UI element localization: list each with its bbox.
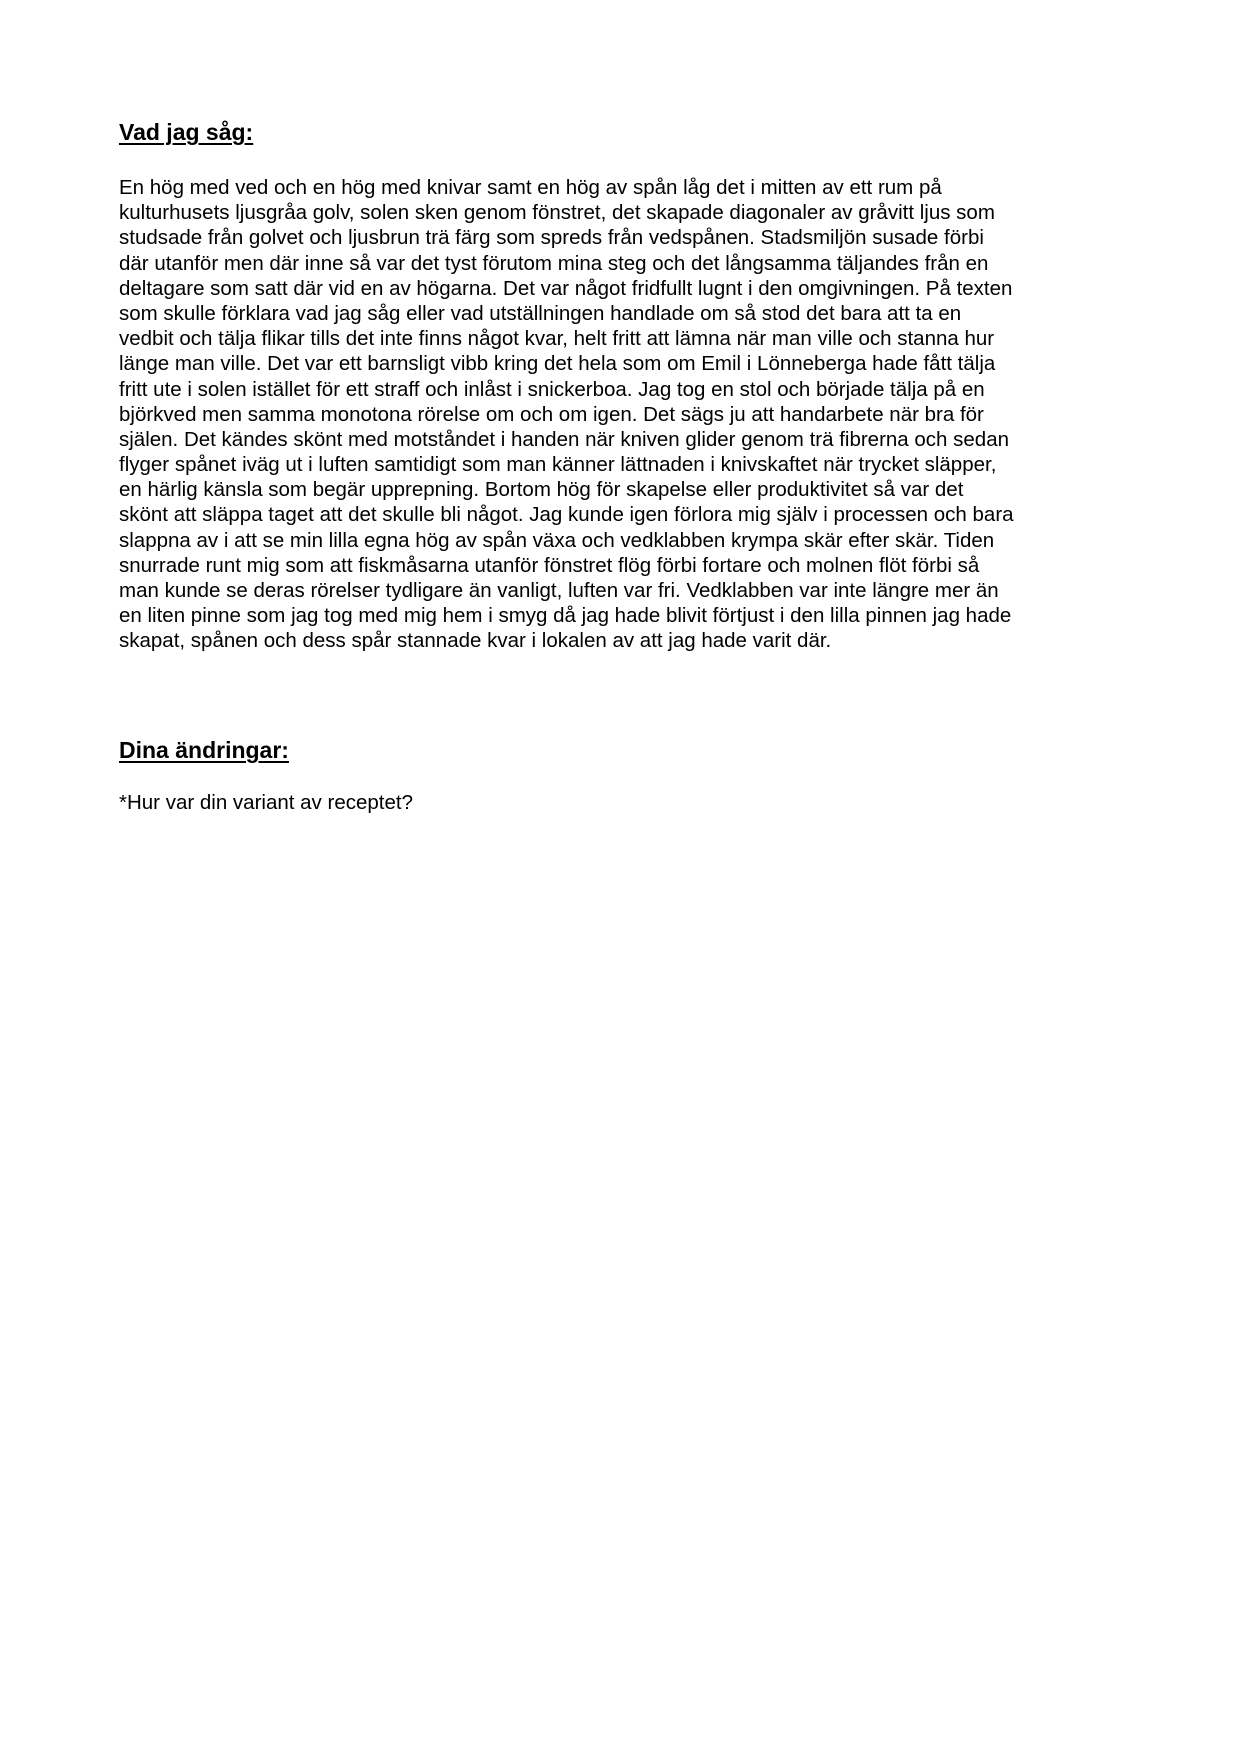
text-line: deltagare som satt där vid en av högarna. Det var något fridfullt lugnt i den omgivningen. På texten: [119, 276, 1013, 300]
section-body-dina-andringar: [119, 790, 1139, 815]
text-line: flyger spånet iväg ut i luften samtidigt som man känner lättnaden i knivskaftet när trycket släpper,: [119, 453, 997, 477]
text-line: björkved men samma monotona rörelse om och om igen. Det sägs ju att handarbete när bra för: [119, 402, 984, 426]
text-line: länge man ville. Det var ett barnsligt vibb kring det hela som om Emil i Lönneberga hade fått tälja: [119, 352, 996, 376]
text-line: skapat, spånen och dess spår stannade kvar i lokalen av att jag hade varit där.: [119, 629, 832, 653]
text-line: man kunde se deras rörelser tydligare än vanligt, luften var fri. Vedklabben var inte längre mer än: [119, 579, 999, 602]
section-heading-dina-andringar: Dina ändringar:: [119, 737, 289, 763]
text-line: slappna av i att se min lilla egna hög av spån växa och vedklabben krympa skär efter skär. Tiden: [119, 528, 995, 552]
text-line: En hög med ved och en hög med knivar samt en hög av spån låg det i mitten av ett rum på: [119, 176, 942, 199]
text-line: kulturhusets ljusgråa golv, solen sken genom fönstret, det skapade diagonaler av gråvitt ljus som: [119, 201, 995, 225]
section-heading-vad-jag-sag: Vad jag såg:: [119, 119, 254, 145]
text-line: en härlig känsla som begär upprepning. Bortom hög för skapelse eller produktivitet så var det: [119, 478, 964, 502]
text-line: en liten pinne som jag tog med mig hem i smyg då jag hade blivit förtjust i den lilla pinnen jag hade: [119, 604, 1012, 628]
text-line: skönt att släppa taget att det skulle bli något. Jag kunde igen förlora mig själv i processen och bara: [119, 503, 1014, 527]
text-line: själen. Det kändes skönt med motståndet i handen när kniven glider genom trä fibrerna och sedan: [119, 427, 1009, 451]
text-line: vedbit och tälja flikar tills det inte finns något kvar, helt fritt att lämna när man ville och stanna hur: [119, 327, 995, 351]
text-line: studsade från golvet och ljusbrun trä färg som spreds från vedspånen. Stadsmiljön susade förbi: [119, 226, 984, 250]
section-body-vad-jag-sag: [119, 175, 1139, 654]
text-line: snurrade runt mig som att fiskmåsarna utanför fönstret flög förbi fortare och molnen flöt förbi så: [119, 553, 980, 577]
text-line: fritt ute i solen istället för ett straff och inlåst i snickerboa. Jag tog en stol och började tälja på en: [119, 377, 985, 401]
text-line: *Hur var din variant av receptet?: [119, 791, 413, 814]
text-line: som skulle förklara vad jag såg eller vad utställningen handlade om så stod det bara att ta en: [119, 301, 962, 325]
text-line: där utanför men där inne så var det tyst förutom mina steg och det långsamma täljandes från en: [119, 251, 989, 275]
